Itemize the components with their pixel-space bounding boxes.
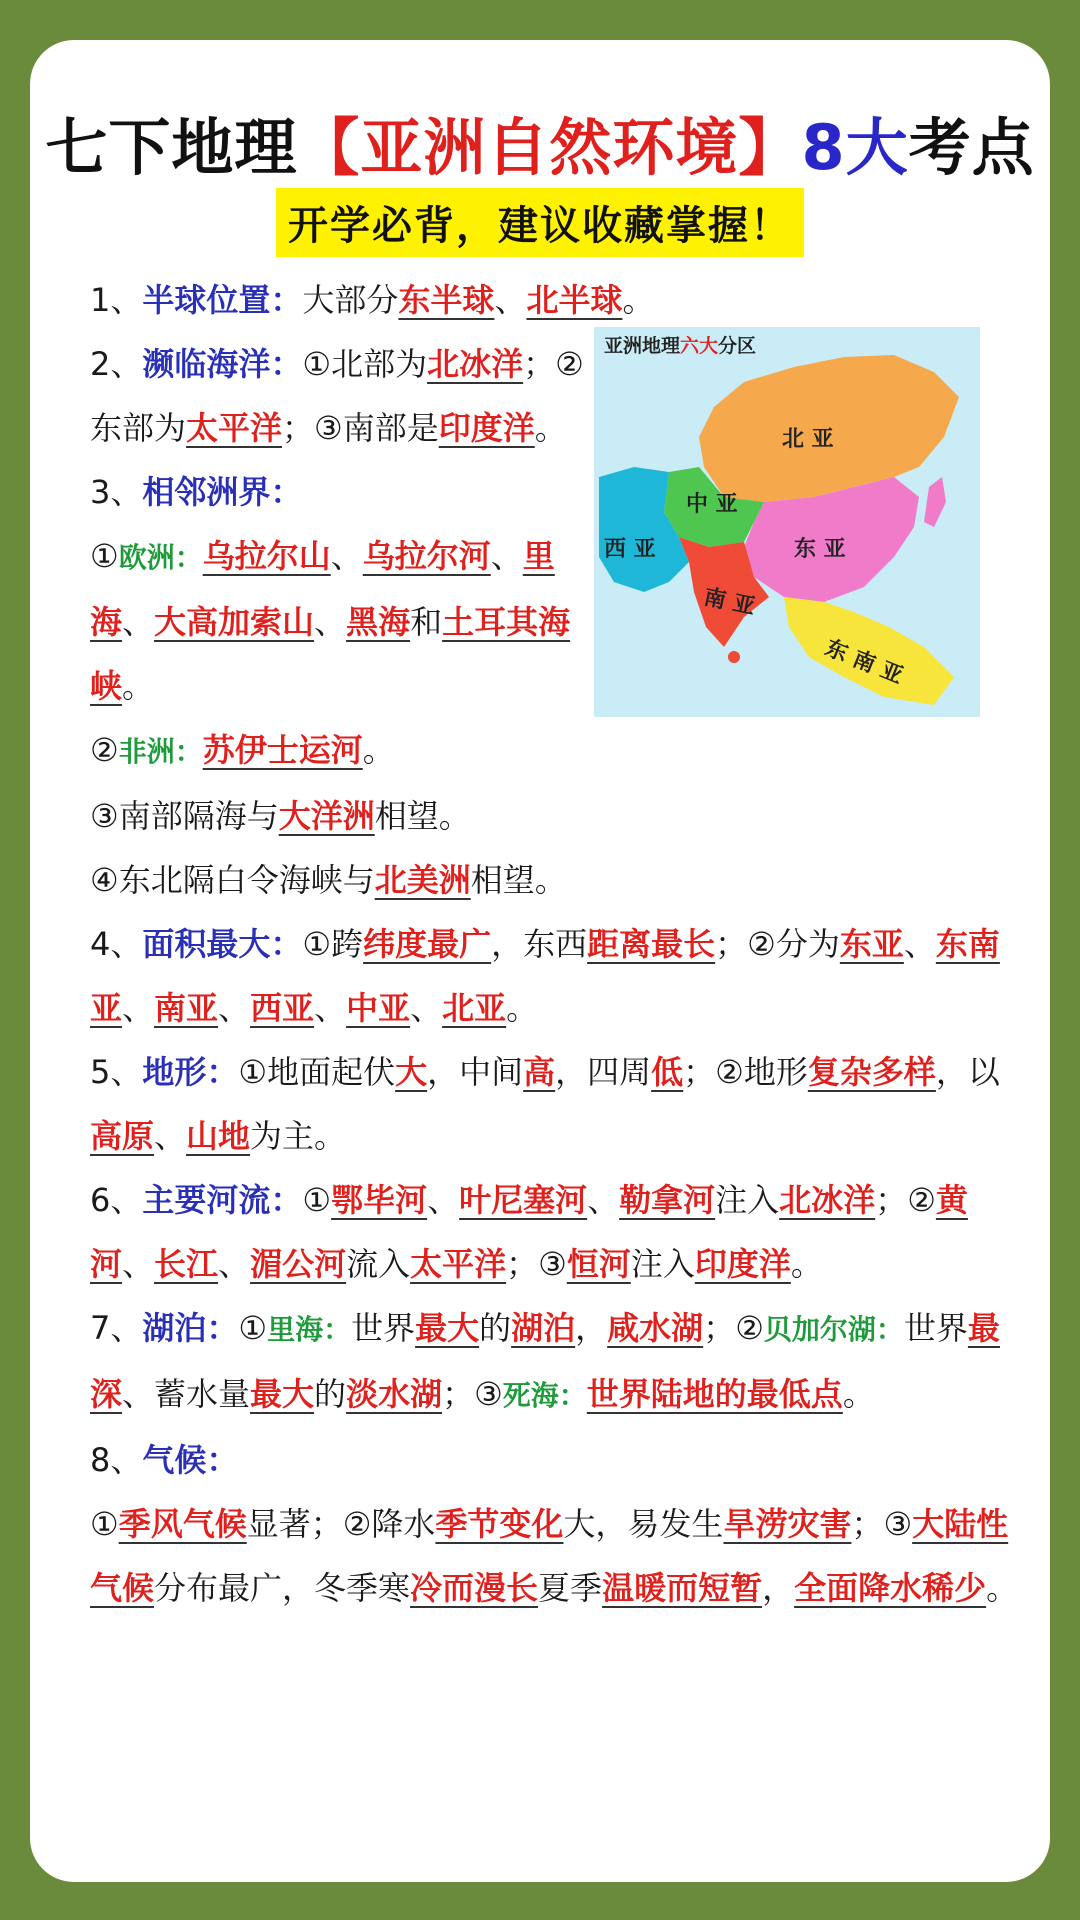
highlight-banner: 开学必背，建议收藏掌握！: [276, 188, 804, 257]
key-term: 全面降水稀少: [794, 1569, 987, 1607]
key-term: 大: [395, 1053, 428, 1091]
key-term: 季风气候: [118, 1505, 247, 1543]
point-3-heading: 3、相邻洲界：: [90, 473, 303, 511]
key-term: 低: [651, 1053, 684, 1091]
point-heading: 地形：: [142, 1053, 239, 1091]
sub-heading: 欧洲：: [118, 541, 203, 574]
key-term: 黑海: [346, 603, 411, 641]
point-1: 1、半球位置：大部分东半球、北半球。: [90, 281, 655, 319]
key-term: 北亚: [442, 989, 507, 1027]
point-5: 5、地形：①地面起伏大，中间高，四周低；②地形复杂多样，以高原、山地为主。: [90, 1053, 1000, 1155]
content-card: [30, 40, 1050, 1882]
point-7: 7、湖泊：①里海：世界最大的湖泊，咸水湖；②贝加尔湖：世界最深、蓄水量最大的淡水湖；③死海：世界陆地的最低点。: [90, 1309, 1000, 1413]
key-term: 湄公河: [250, 1245, 347, 1283]
key-term: 太平洋: [186, 409, 283, 447]
sub-heading: 死海：: [502, 1379, 587, 1412]
key-term: 高原: [90, 1117, 155, 1155]
region-label-west-asia: 西 亚: [604, 537, 656, 562]
key-term: 东半球: [398, 281, 495, 319]
key-term: 旱涝灾害: [723, 1505, 852, 1543]
key-term: 北半球: [526, 281, 623, 319]
key-term: 高: [523, 1053, 556, 1091]
key-term: 最深: [90, 1309, 1000, 1413]
key-term: 太平洋: [410, 1245, 507, 1283]
key-term: 乌拉尔河: [362, 537, 491, 575]
region-label-central-asia: 中 亚: [686, 492, 738, 517]
title-part-count: 8大: [801, 111, 909, 184]
key-term: 乌拉尔山: [202, 537, 331, 575]
key-term: 印度洋: [694, 1245, 791, 1283]
point-6: 6、主要河流：①鄂毕河、叶尼塞河、勒拿河注入北冰洋；②黄河、长江、湄公河流入太平洋；③恒河注入印度洋。: [90, 1181, 968, 1283]
key-term: 恒河: [566, 1245, 631, 1283]
key-term: 世界陆地的最低点: [586, 1375, 843, 1413]
title-part-subject: 七下地理: [45, 111, 298, 184]
sub-heading: 非洲：: [118, 735, 203, 768]
key-term: 咸水湖: [607, 1309, 704, 1347]
title-part-topic: 【亚洲自然环境】: [297, 111, 802, 184]
region-label-southeast-asia: 东 南 亚: [821, 635, 907, 690]
point-heading: 半球位置：: [142, 281, 303, 319]
title-part-suffix: 考点: [908, 111, 1035, 184]
point-4: 4、面积最大：①跨纬度最广，东西距离最长；②分为东亚、东南亚、南亚、西亚、中亚、北亚。: [90, 925, 1000, 1027]
key-term: 大高加索山: [154, 603, 315, 641]
key-term: 温暖而短暂: [602, 1569, 763, 1607]
key-term: 大陆性气候: [90, 1505, 1009, 1607]
sub-heading: 贝加尔湖：: [763, 1313, 904, 1346]
key-term: 印度洋: [438, 409, 535, 447]
key-term: 北冰洋: [779, 1181, 876, 1219]
point-heading: 濒临海洋：: [142, 345, 303, 383]
key-term: 南亚: [154, 989, 219, 1027]
key-term: 最大: [415, 1309, 480, 1347]
key-term: 距离最长: [587, 925, 716, 963]
key-term: 东亚: [839, 925, 904, 963]
key-term: 淡水湖: [346, 1375, 443, 1413]
point-2: 2、濒临海洋：①北部为北冰洋；②东部为太平洋；③南部是印度洋。: [90, 345, 584, 447]
points-list: [90, 268, 1020, 1620]
key-term: 最大: [250, 1375, 315, 1413]
key-term: 季节变化: [435, 1505, 564, 1543]
point-3-africa: ②非洲：苏伊士运河。: [90, 731, 395, 769]
page-title: [30, 98, 1050, 187]
region-label-south-asia: 南 亚: [701, 584, 758, 621]
sub-heading: 里海：: [267, 1313, 352, 1346]
key-term: 鄂毕河: [331, 1181, 428, 1219]
key-term: 黄河: [90, 1181, 968, 1283]
point-heading: 主要河流：: [142, 1181, 303, 1219]
key-term: 勒拿河: [619, 1181, 716, 1219]
key-term: 冷而漫长: [410, 1569, 539, 1607]
point-3-north-america: ④东北隔白令海峡与北美洲相望。: [90, 861, 567, 899]
key-term: 土耳其海峡: [90, 603, 571, 705]
key-term: 纬度最广: [363, 925, 492, 963]
region-label-north-asia: 北 亚: [782, 427, 834, 452]
banner-wrap: [30, 188, 1050, 257]
point-heading: 面积最大：: [142, 925, 303, 963]
point-3-oceania: ③南部隔海与大洋洲相望。: [90, 797, 471, 835]
key-term: 东南亚: [90, 925, 1000, 1027]
point-3-europe: ①欧洲：乌拉尔山、乌拉尔河、里海、大高加索山、黑海和土耳其海峡。: [90, 537, 571, 705]
map-title: 亚洲地理六大分区: [604, 335, 757, 357]
key-term: 里海: [90, 537, 555, 641]
point-heading: 湖泊：: [142, 1309, 239, 1347]
key-term: 中亚: [346, 989, 411, 1027]
key-term: 西亚: [250, 989, 315, 1027]
key-term: 苏伊士运河: [202, 731, 363, 769]
point-8-heading: 8、气候：: [90, 1441, 239, 1479]
key-term: 北美洲: [374, 861, 471, 899]
point-heading: 相邻洲界：: [142, 473, 303, 511]
key-term: 叶尼塞河: [459, 1181, 588, 1219]
narrow-column: [90, 332, 610, 718]
region-label-east-asia: 东 亚: [794, 537, 846, 562]
key-term: 复杂多样: [807, 1053, 936, 1091]
key-term: 长江: [154, 1245, 219, 1283]
key-term: 山地: [186, 1117, 251, 1155]
point-heading: 气候：: [142, 1441, 239, 1479]
key-term: 北冰洋: [427, 345, 524, 383]
point-8-body: ①季风气候显著；②降水季节变化大，易发生旱涝灾害；③大陆性气候分布最广，冬季寒冷而漫长夏季温暖而短暂，全面降水稀少。: [90, 1505, 1019, 1607]
key-term: 大洋洲: [278, 797, 375, 835]
key-term: 湖泊: [511, 1309, 576, 1347]
